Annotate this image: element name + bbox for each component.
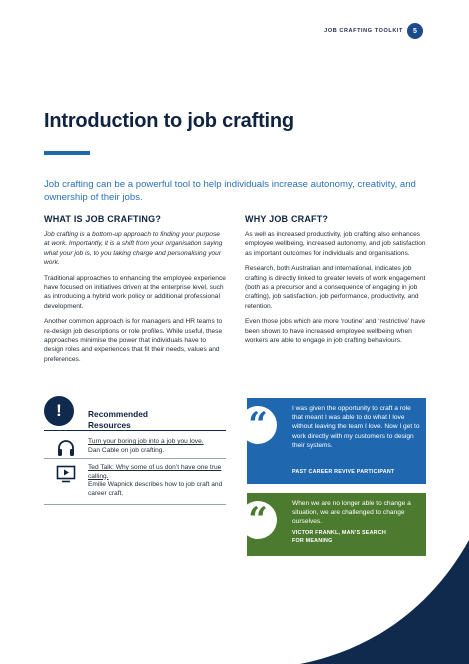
right-column [245, 214, 427, 351]
video-play-icon [56, 464, 76, 484]
title-underline [44, 151, 90, 155]
quote-text: I was given the opportunity to craft a role that meant I was able to do what I love without leaving the team I love. Now I get to work directly with my customers to design their systems. [292, 405, 420, 449]
quote-box-participant [247, 398, 426, 484]
why-para-2: Research, both Australian and international, indicates job crafting is directly linked to greater levels of work engagement (both as a precursor and a consequence of engaging in job crafting), job satisfaction, job performance, productivity, and retention. [245, 265, 426, 310]
quote-attribution: VICTOR FRANKL, MAN’S SEARCH FOR MEANING [292, 530, 386, 544]
toolkit-label: JOB CRAFTING TOOLKIT [324, 28, 403, 34]
quote-mark-icon: “ [239, 501, 277, 539]
why-para-1: As well as increased productivity, job crafting also enhances employee wellbeing, increased autonomy, and job satisfaction as important outcomes for individuals and organisations. [245, 231, 426, 257]
exclamation-icon: ! [44, 396, 74, 426]
quote-attribution: PAST CAREER REVIVE PARTICIPANT [292, 469, 395, 475]
headphones-icon [56, 438, 76, 458]
page-number-badge: 5 [407, 23, 423, 39]
left-column [44, 214, 226, 370]
what-is-para-1: Traditional approaches to enhancing the employee experience have focused on initiatives driven at the enterprise level, such as introducing a hybrid work policy or additional professional development. [44, 274, 226, 310]
resources-divider [44, 430, 226, 431]
resource-divider [44, 504, 226, 505]
what-is-heading: WHAT IS JOB CRAFTING? [44, 214, 162, 224]
what-is-para-2: Another common approach is for managers and HR teams to re-design job descriptions or role profiles. While useful, these approaches minimise the power that individuals have to design roles and experiences that fit their needs, values and preferences. [44, 318, 223, 363]
resource-link-2[interactable]: Ted Talk: Why some of us don’t have one true calling. [88, 464, 222, 480]
quote-text: When we are no longer able to change a situation, we are challenged to change ourselves. [292, 500, 411, 526]
intro-text: Job crafting can be a powerful tool to help individuals increase autonomy, creativity, and ownership of their jobs. [44, 179, 416, 203]
why-heading: WHY JOB CRAFT? [245, 214, 329, 224]
resource-desc-2: Emilie Wapnick describes how to job craft and career craft. [88, 481, 223, 497]
quote-box-frankl [247, 493, 426, 556]
resource-divider [44, 458, 226, 459]
quote-mark-icon: “ [239, 406, 277, 444]
what-is-lead: Job crafting is a bottom-up approach to finding your purpose at work. Importantly, it is a shift from your organisation saying what your job is, to you taking charge and personalising your work. [44, 231, 223, 267]
resource-link-1[interactable]: Turn your boring job into a job you love. [88, 438, 204, 445]
why-para-3: Even those jobs which are more ‘routine’ and ‘restrictive’ have been shown to have increased employee wellbeing when workers are able to engage in job crafting behaviours. [245, 318, 426, 345]
resources-title: Recommended Resources [88, 409, 149, 430]
resource-desc-1: Dan Cable on job crafting. [88, 446, 165, 454]
page-title: Introduction to job crafting [44, 110, 294, 132]
